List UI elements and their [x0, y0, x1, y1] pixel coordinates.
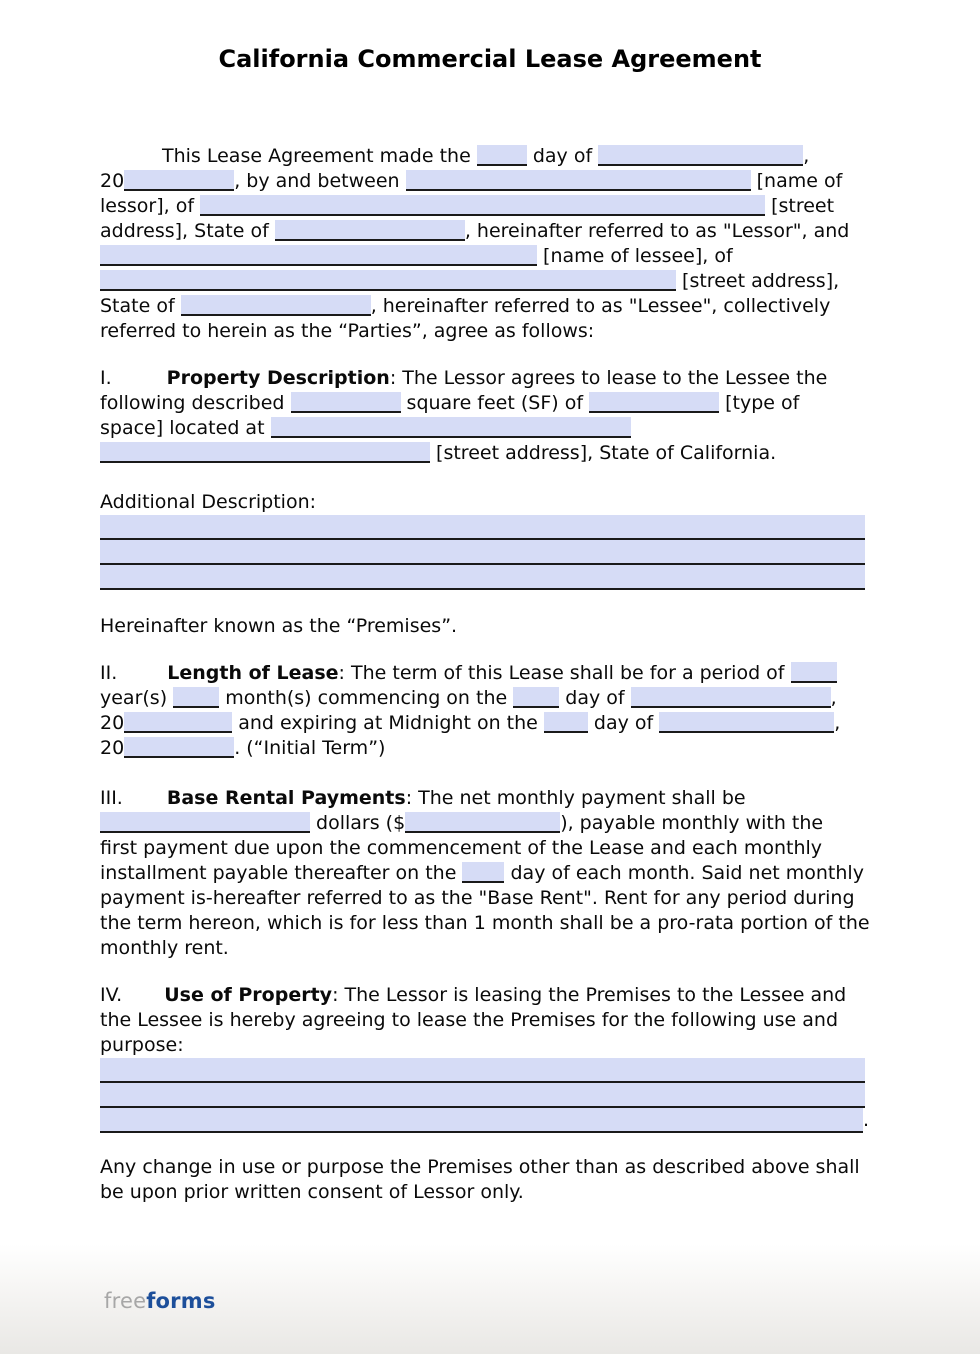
- text-line: [100, 294, 880, 319]
- text-line: [100, 886, 880, 911]
- text-line: [100, 540, 880, 565]
- text-line: [100, 366, 880, 391]
- text-line: [100, 144, 880, 169]
- text-line: [100, 244, 880, 269]
- text-line: [100, 319, 880, 344]
- spacer: [117, 678, 167, 679]
- text-line: [100, 711, 880, 736]
- section-heading: Length of Lease: [167, 662, 339, 684]
- text-run: : The net monthly payment shall be: [405, 787, 746, 809]
- text-run: . (“Initial Term”): [234, 737, 386, 759]
- blank-field[interactable]: [513, 687, 559, 708]
- text-line: [100, 911, 880, 936]
- blank-field[interactable]: [275, 220, 465, 241]
- blank-field[interactable]: [589, 392, 719, 413]
- blank-field[interactable]: [791, 662, 837, 683]
- spacer: [122, 1000, 164, 1001]
- blank-field[interactable]: [100, 270, 676, 291]
- blank-line-field[interactable]: [100, 515, 865, 540]
- spacer: [100, 161, 162, 162]
- text-run: 20: [100, 712, 125, 734]
- blank-field[interactable]: [405, 812, 560, 833]
- text-line: [100, 515, 880, 540]
- text-run: IV.: [100, 984, 123, 1006]
- section-use-of-property: [100, 983, 880, 1133]
- text-run: [name of: [750, 170, 843, 192]
- blank-field[interactable]: [100, 812, 310, 833]
- blank-field[interactable]: [477, 145, 527, 166]
- text-run: purpose:: [100, 1034, 184, 1056]
- blank-line-field[interactable]: [100, 1108, 863, 1133]
- text-line: [100, 836, 880, 861]
- text-line: [100, 1083, 880, 1108]
- text-run: , hereinafter referred to as "Lessee", collectively: [370, 295, 831, 317]
- text-run: first payment due upon the commencement of the Lease and each monthly: [100, 837, 823, 859]
- blank-field[interactable]: [544, 712, 588, 733]
- text-run: day of: [526, 145, 599, 167]
- text-line: [100, 391, 880, 416]
- blank-field[interactable]: [598, 145, 803, 166]
- freeforms-logo: [104, 1288, 216, 1314]
- text-run: be upon prior written consent of Lessor only.: [100, 1181, 524, 1203]
- logo-text-free: free: [104, 1289, 147, 1313]
- text-run: ), payable monthly with the: [560, 812, 824, 834]
- section-heading: Property Description: [166, 367, 390, 389]
- blank-line-field[interactable]: [100, 540, 865, 565]
- blank-field[interactable]: [200, 195, 765, 216]
- section-heading: Base Rental Payments: [166, 787, 406, 809]
- text-line: [100, 441, 880, 466]
- text-run: , hereinafter referred to as "Lessor", and: [464, 220, 850, 242]
- text-run: Hereinafter known as the “Premises”.: [100, 615, 458, 637]
- premises-clause: [100, 614, 880, 639]
- text-line: [100, 194, 880, 219]
- text-run: , by and between: [234, 170, 406, 192]
- logo-text-forms: forms: [146, 1289, 216, 1313]
- blank-field[interactable]: [631, 687, 831, 708]
- document-title: California Commercial Lease Agreement: [218, 45, 762, 73]
- text-run: monthly rent.: [100, 937, 229, 959]
- text-run: II.: [100, 662, 118, 684]
- blank-field[interactable]: [100, 245, 537, 266]
- text-line: [100, 811, 880, 836]
- text-line: [100, 1108, 880, 1133]
- document-body: [0, 144, 980, 1205]
- change-of-use-clause: [100, 1155, 880, 1205]
- text-run: address], State of: [100, 220, 275, 242]
- text-run: payment is-hereafter referred to as the "Base Rent". Rent for any period during: [100, 887, 855, 909]
- text-line: [100, 861, 880, 886]
- text-run: referred to herein as the “Parties”, agree as follows:: [100, 320, 595, 342]
- blank-field[interactable]: [271, 417, 631, 438]
- text-run: the term hereon, which is for less than 1 month shall be a pro-rata portion of the: [100, 912, 870, 934]
- blank-field[interactable]: [462, 862, 504, 883]
- text-run: space] located at: [100, 417, 271, 439]
- footer: [0, 1244, 980, 1354]
- text-run: State of: [100, 295, 181, 317]
- section-property-description: [100, 366, 880, 466]
- blank-field[interactable]: [100, 442, 430, 463]
- text-run: month(s) commencing on the: [219, 687, 514, 709]
- text-run: 20: [100, 737, 125, 759]
- text-line: [100, 661, 880, 686]
- text-run: [street: [765, 195, 835, 217]
- blank-field[interactable]: [124, 712, 232, 733]
- text-run: [street address], State of California.: [430, 442, 777, 464]
- text-run: This Lease Agreement made the: [162, 145, 477, 167]
- text-line: [100, 983, 880, 1008]
- text-line: [100, 1180, 880, 1205]
- text-run: dollars ($: [310, 812, 406, 834]
- blank-field[interactable]: [124, 170, 234, 191]
- text-run: : The Lessor is leasing the Premises to the Lessee and: [332, 984, 847, 1006]
- text-run: day of: [559, 687, 631, 709]
- blank-field[interactable]: [406, 170, 751, 191]
- text-run: following described: [100, 392, 291, 414]
- blank-line-field[interactable]: [100, 565, 865, 590]
- blank-field[interactable]: [173, 687, 219, 708]
- text-run: day of each month. Said net monthly: [504, 862, 864, 884]
- text-run: [street address],: [676, 270, 840, 292]
- text-run: : The Lessor agrees to lease to the Lessee the: [389, 367, 828, 389]
- text-run: installment payable thereafter on the: [100, 862, 463, 884]
- text-line: [100, 169, 880, 194]
- text-line: [100, 1008, 880, 1033]
- text-line: [100, 936, 880, 961]
- spacer: [123, 803, 167, 804]
- text-line: [100, 614, 880, 639]
- section-length-of-lease: [100, 661, 880, 761]
- text-line: [100, 269, 880, 294]
- text-run: ,: [830, 687, 837, 709]
- blank-field[interactable]: [124, 737, 234, 758]
- text-run: square feet (SF) of: [400, 392, 590, 414]
- text-line: [100, 1033, 880, 1058]
- text-line: [100, 565, 880, 590]
- text-line: [100, 219, 880, 244]
- blank-line-field[interactable]: [100, 1083, 865, 1108]
- text-line: [100, 736, 880, 761]
- text-run: Additional Description:: [100, 491, 317, 513]
- text-run: I.: [100, 367, 112, 389]
- text-line: [100, 686, 880, 711]
- text-run: 20: [100, 170, 125, 192]
- text-run: lessor], of: [100, 195, 201, 217]
- text-run: the Lessee is hereby agreeing to lease the Premises for the following use and: [100, 1009, 839, 1031]
- text-run: [name of lessee], of: [537, 245, 733, 267]
- spacer: [112, 383, 167, 384]
- blank-field[interactable]: [291, 392, 401, 413]
- text-run: day of: [587, 712, 660, 734]
- text-run: and expiring at Midnight on the: [232, 712, 544, 734]
- text-run: year(s): [100, 687, 174, 709]
- text-run: III.: [100, 787, 123, 809]
- section-base-rental-payments: [100, 786, 880, 961]
- text-run: ,: [834, 712, 841, 734]
- text-run: Any change in use or purpose the Premises other than as described above shall: [100, 1156, 860, 1178]
- blank-field[interactable]: [181, 295, 371, 316]
- blank-line-field[interactable]: [100, 1058, 865, 1083]
- blank-field[interactable]: [659, 712, 834, 733]
- text-line: [100, 490, 880, 515]
- section-heading: Use of Property: [164, 984, 333, 1006]
- text-line: [100, 786, 880, 811]
- text-run: : The term of this Lease shall be for a period of: [338, 662, 791, 684]
- text-run: [type of: [719, 392, 800, 414]
- text-line: [100, 416, 880, 441]
- text-line: [100, 1058, 880, 1083]
- opening-clause: [100, 144, 880, 344]
- text-run: ,: [803, 145, 810, 167]
- text-run: .: [863, 1109, 870, 1131]
- additional-description: [100, 490, 880, 590]
- text-line: [100, 1155, 880, 1180]
